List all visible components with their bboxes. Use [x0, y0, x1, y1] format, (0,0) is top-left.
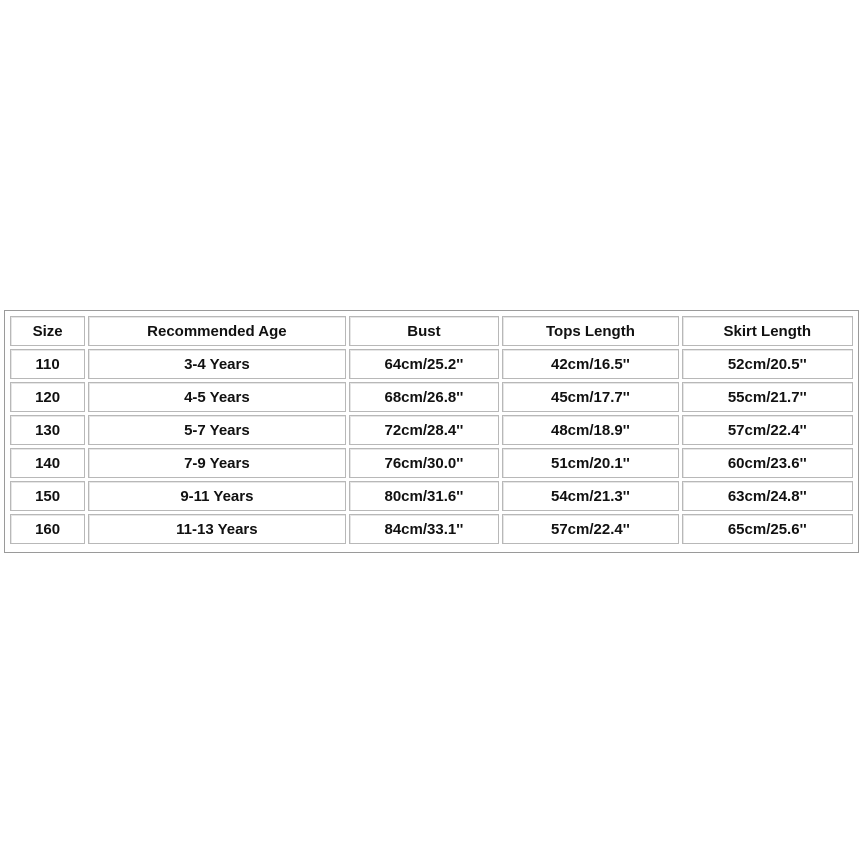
size-chart-table	[7, 313, 856, 547]
cell-bust: 64cm/25.2''	[349, 349, 500, 379]
cell-skirt-length: 60cm/23.6''	[682, 448, 853, 478]
cell-size: 140	[10, 448, 85, 478]
header-recommended-age: Recommended Age	[88, 316, 345, 346]
cell-tops-length: 51cm/20.1''	[502, 448, 678, 478]
header-skirt-length: Skirt Length	[682, 316, 853, 346]
cell-bust: 68cm/26.8''	[349, 382, 500, 412]
cell-recommended-age: 11-13 Years	[88, 514, 345, 544]
cell-recommended-age: 5-7 Years	[88, 415, 345, 445]
cell-recommended-age: 9-11 Years	[88, 481, 345, 511]
cell-size: 110	[10, 349, 85, 379]
cell-size: 120	[10, 382, 85, 412]
header-tops-length: Tops Length	[502, 316, 678, 346]
cell-bust: 72cm/28.4''	[349, 415, 500, 445]
cell-bust: 76cm/30.0''	[349, 448, 500, 478]
cell-size: 160	[10, 514, 85, 544]
header-bust: Bust	[349, 316, 500, 346]
cell-recommended-age: 4-5 Years	[88, 382, 345, 412]
cell-tops-length: 48cm/18.9''	[502, 415, 678, 445]
cell-skirt-length: 63cm/24.8''	[682, 481, 853, 511]
table-row	[10, 415, 853, 445]
cell-skirt-length: 57cm/22.4''	[682, 415, 853, 445]
size-chart-table-frame	[4, 310, 859, 553]
table-header-row	[10, 316, 853, 346]
cell-tops-length: 45cm/17.7''	[502, 382, 678, 412]
table-row	[10, 481, 853, 511]
table-row	[10, 448, 853, 478]
cell-tops-length: 57cm/22.4''	[502, 514, 678, 544]
cell-tops-length: 54cm/21.3''	[502, 481, 678, 511]
cell-size: 150	[10, 481, 85, 511]
table-row	[10, 382, 853, 412]
cell-size: 130	[10, 415, 85, 445]
cell-recommended-age: 7-9 Years	[88, 448, 345, 478]
table-row	[10, 514, 853, 544]
cell-bust: 84cm/33.1''	[349, 514, 500, 544]
cell-recommended-age: 3-4 Years	[88, 349, 345, 379]
cell-skirt-length: 55cm/21.7''	[682, 382, 853, 412]
cell-skirt-length: 52cm/20.5''	[682, 349, 853, 379]
table-row	[10, 349, 853, 379]
cell-skirt-length: 65cm/25.6''	[682, 514, 853, 544]
cell-tops-length: 42cm/16.5''	[502, 349, 678, 379]
cell-bust: 80cm/31.6''	[349, 481, 500, 511]
header-size: Size	[10, 316, 85, 346]
